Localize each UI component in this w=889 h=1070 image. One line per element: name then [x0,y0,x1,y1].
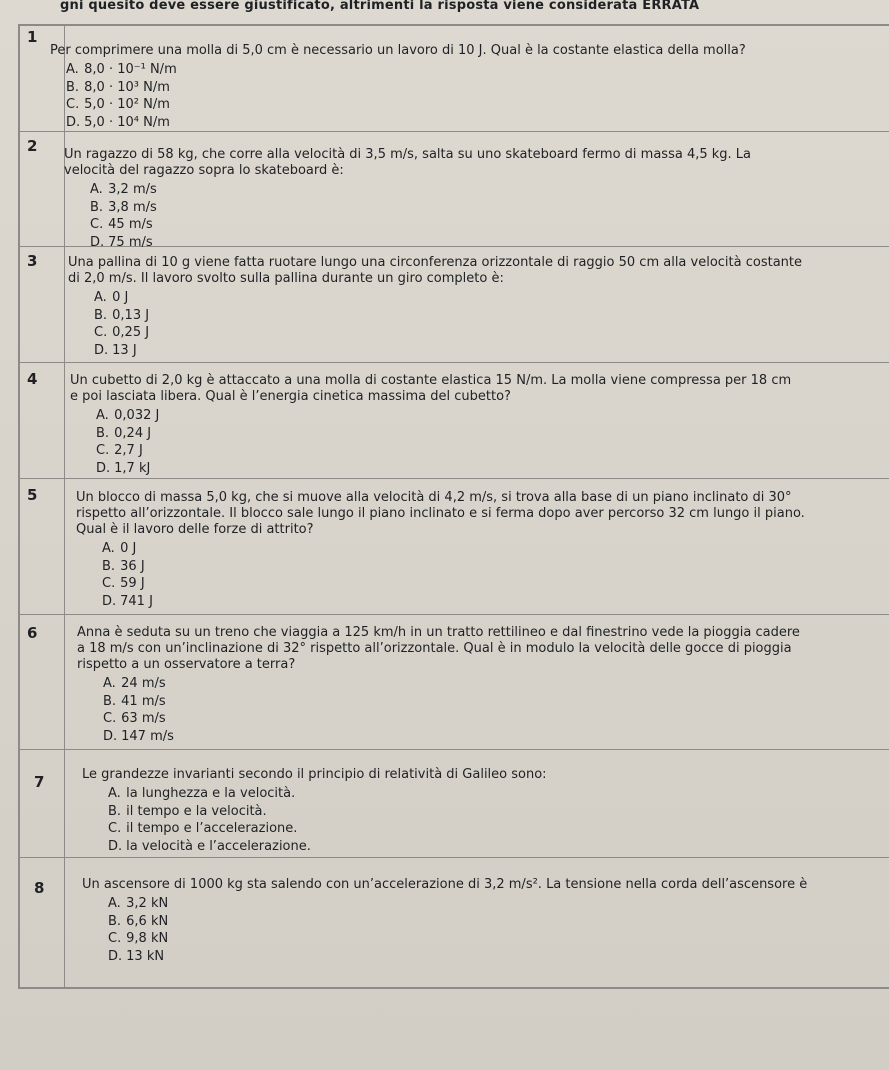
answer-options [76,540,877,610]
answer-option-a[interactable]: A. 3,2 kN [108,896,169,911]
question-body [64,147,877,251]
answer-option-a[interactable]: A. 0 J [94,290,129,305]
question-row-2 [20,131,889,250]
instructions-header: gni quesito deve essere giustificato, altrimenti la risposta viene considerata ERRATA [60,0,700,13]
question-text: Anna è seduta su un treno che viaggia a 125 km/h in un tratto rettilineo e dal finestrino vede la pioggia cadere a 18 m/s con un’inclinazione di 32° rispetto all’orizzontale. Qual è in modulo la velocità delle gocce di pioggia rispetto a un osservatore a terra? [77,625,800,672]
answer-option-a[interactable]: A. 0,032 J [96,408,160,423]
answer-option-c[interactable]: C. 59 J [102,576,145,591]
answer-option-d[interactable]: D. 147 m/s [103,728,174,744]
question-row-1 [20,26,889,132]
answer-option-c[interactable]: C. 2,7 J [96,443,143,458]
answer-option-c[interactable]: C. 63 m/s [103,711,166,726]
question-number: 2 [27,137,38,155]
answer-option-c[interactable]: C. 5,0 · 10² N/m [66,97,170,112]
answer-option-d[interactable]: D. 5,0 · 10⁴ N/m [66,114,170,130]
answer-option-d[interactable]: D. 1,7 kJ [96,460,151,476]
question-body [82,767,877,855]
answer-options [82,785,877,855]
question-row-5 [20,478,889,615]
answer-options [70,407,877,477]
answer-option-d[interactable]: D. la velocità e l’accelerazione. [108,838,311,854]
answer-option-d[interactable]: D. 75 m/s [90,234,153,250]
question-body [76,490,877,610]
question-number: 7 [34,773,45,791]
answer-option-d[interactable]: D. 13 J [94,342,137,358]
question-number: 5 [27,486,38,504]
answer-option-d[interactable]: D. 741 J [102,593,153,609]
answer-option-a[interactable]: A. 0 J [102,541,137,556]
question-row-7 [20,749,889,858]
answer-option-c[interactable]: C. 9,8 kN [108,931,169,946]
answer-options [77,675,887,745]
question-body [68,255,877,359]
answer-option-c[interactable]: C. 45 m/s [90,217,153,232]
answer-option-a[interactable]: A. 3,2 m/s [90,182,157,197]
answer-option-c[interactable]: C. il tempo e l’accelerazione. [108,821,298,836]
answer-option-b[interactable]: B. 6,6 kN [108,913,169,929]
answer-options [68,289,877,359]
question-row-6 [20,614,889,750]
question-text: Un ragazzo di 58 kg, che corre alla velocità di 3,5 m/s, salta su uno skateboard fermo di massa 4,5 kg. La velocità del ragazzo sopra lo skateboard è: [64,147,752,178]
question-text: Per comprimere una molla di 5,0 cm è necessario un lavoro di 10 J. Qual è la costante elastica della molla? [50,43,746,58]
answer-options [64,181,877,251]
answer-option-b[interactable]: B. il tempo e la velocità. [108,803,267,819]
answer-option-b[interactable]: B. 0,24 J [96,425,152,441]
question-text: Le grandezze invarianti secondo il principio di relatività di Galileo sono: [82,767,547,782]
question-body [77,625,887,745]
answer-option-c[interactable]: C. 0,25 J [94,325,150,340]
questions-table [18,24,889,989]
answer-option-b[interactable]: B. 41 m/s [103,693,166,709]
question-number: 3 [27,252,38,270]
answer-option-b[interactable]: B. 8,0 · 10³ N/m [66,79,170,95]
question-number: 6 [27,624,38,642]
question-number: 8 [34,879,45,897]
question-row-4 [20,362,889,479]
question-body [82,877,889,965]
question-number: 1 [27,28,38,46]
answer-option-a[interactable]: A. 24 m/s [103,676,166,691]
question-body [50,43,877,131]
answer-option-b[interactable]: B. 3,8 m/s [90,199,157,215]
answer-option-d[interactable]: D. 13 kN [108,948,165,964]
answer-option-b[interactable]: B. 36 J [102,558,145,574]
question-text: Un cubetto di 2,0 kg è attaccato a una molla di costante elastica 15 N/m. La molla viene compressa per 18 cm e poi lasciata libera. Qual è l’energia cinetica massima del cubetto? [70,373,792,404]
answer-options [50,61,877,131]
answer-option-b[interactable]: B. 0,13 J [94,307,150,323]
question-text: Un blocco di massa 5,0 kg, che si muove alla velocità di 4,2 m/s, si trova alla base di un piano inclinato di 30° rispetto all’orizzontale. Il blocco sale lungo il piano inclinato e si ferma dopo aver percorso 32 cm lungo il piano. Qual è il lavoro delle forze di attrito? [76,490,805,537]
answer-options [82,895,889,965]
question-text: Una pallina di 10 g viene fatta ruotare lungo una circonferenza orizzontale di raggio 50 cm alla velocità costante di 2,0 m/s. Il lavoro svolto sulla pallina durante un giro completo è: [68,255,803,286]
answer-option-a[interactable]: A. la lunghezza e la velocità. [108,786,296,801]
question-row-3 [20,246,889,363]
question-row-8 [20,857,889,989]
question-number: 4 [27,370,38,388]
question-text: Un ascensore di 1000 kg sta salendo con un’accelerazione di 3,2 m/s². La tensione nella corda dell’ascensore è [82,877,808,892]
answer-option-a[interactable]: A. 8,0 · 10⁻¹ N/m [66,62,177,77]
question-body [70,373,877,477]
